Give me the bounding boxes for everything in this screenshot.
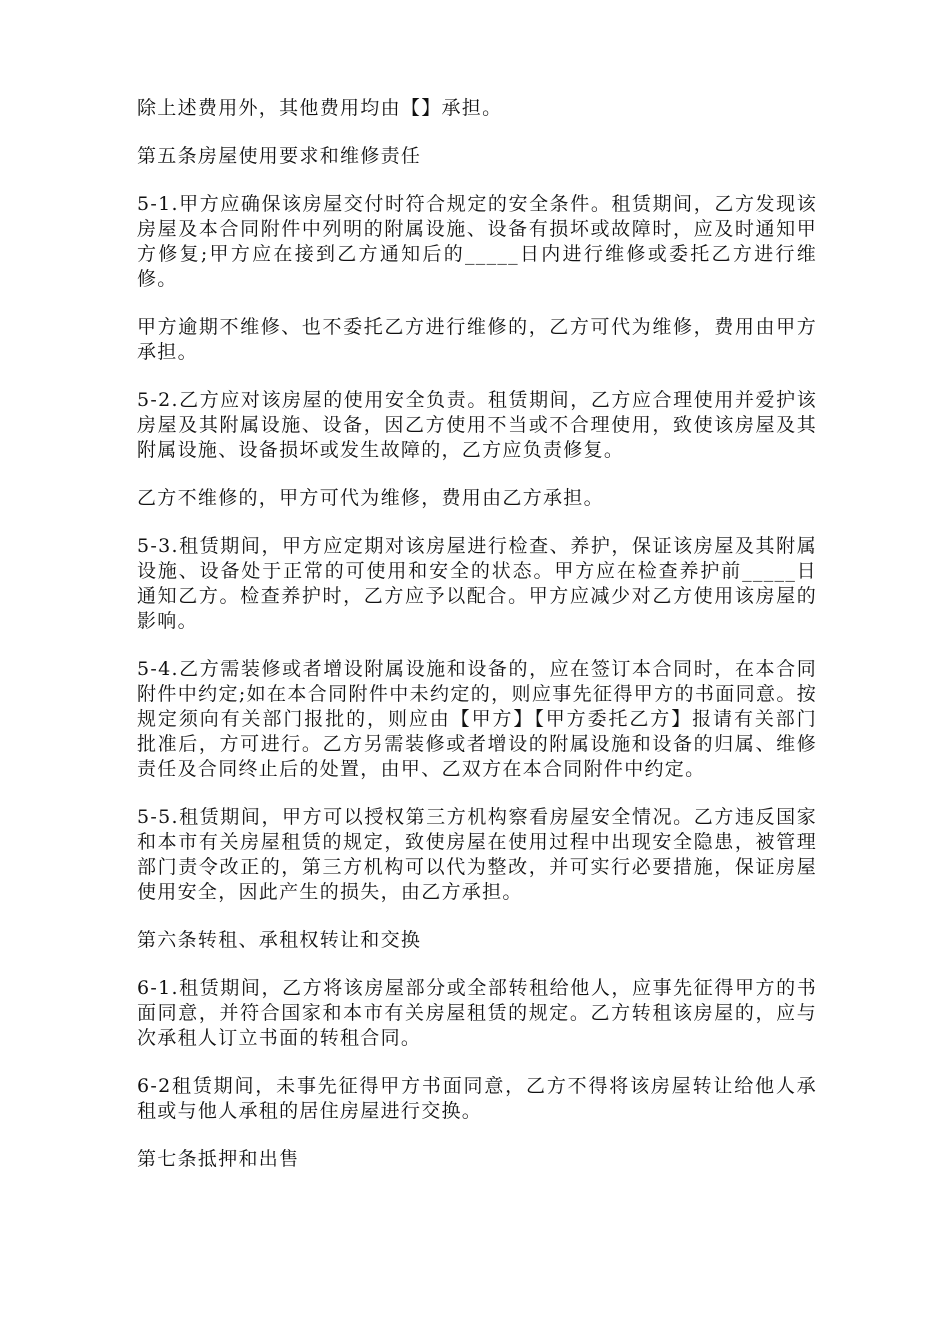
heading-article-5: 第五条房屋使用要求和维修责任	[137, 145, 422, 167]
paragraph-5-1: 5-1.甲方应确保该房屋交付时符合规定的安全条件。租赁期间，乙方发现该房屋及本合同附件中列明的附属设施、设备有损坏或故障时，应及时通知甲方修复;甲方应在接到乙方通知后的_____日内进行维修或委托乙方进行维修。	[137, 193, 817, 290]
paragraph-6-1: 6-1.租赁期间，乙方将该房屋部分或全部转租给他人，应事先征得甲方的书面同意，并符合国家和本市有关房屋租赁的规定。乙方转租该房屋的，应与次承租人订立书面的转租合同。	[137, 977, 817, 1049]
document-page	[137, 96, 817, 1195]
paragraph-5-2: 5-2.乙方应对该房屋的使用安全负责。租赁期间，乙方应合理使用并爱护该房屋及其附属设施、设备，因乙方使用不当或不合理使用，致使该房屋及其附属设施、设备损坏或发生故障的，乙方应负责修复。	[137, 389, 817, 461]
paragraph-6-2: 6-2租赁期间，未事先征得甲方书面同意，乙方不得将该房屋转让给他人承租或与他人承租的居住房屋进行交换。	[137, 1075, 817, 1122]
paragraph-fees: 除上述费用外，其他费用均由【】承担。	[137, 97, 503, 119]
heading-article-7: 第七条抵押和出售	[137, 1148, 300, 1170]
paragraph-5-3: 5-3.租赁期间，甲方应定期对该房屋进行检查、养护，保证该房屋及其附属设施、设备处于正常的可使用和安全的状态。甲方应在检查养护前_____日通知乙方。检查养护时，乙方应予以配合。甲方应减少对乙方使用该房屋的影响。	[137, 535, 817, 632]
paragraph-5-1-overdue: 甲方逾期不维修、也不委托乙方进行维修的，乙方可代为维修，费用由甲方承担。	[137, 316, 817, 363]
paragraph-5-2-no-repair: 乙方不维修的，甲方可代为维修，费用由乙方承担。	[137, 487, 604, 509]
paragraph-5-5: 5-5.租赁期间，甲方可以授权第三方机构察看房屋安全情况。乙方违反国家和本市有关房屋租赁的规定，致使房屋在使用过程中出现安全隐患，被管理部门责令改正的，第三方机构可以代为整改，并可实行必要措施，保证房屋使用安全，因此产生的损失，由乙方承担。	[137, 806, 817, 903]
heading-article-6: 第六条转租、承租权转让和交换	[137, 929, 422, 951]
paragraph-5-4: 5-4.乙方需装修或者增设附属设施和设备的，应在签订本合同时，在本合同附件中约定;如在本合同附件中未约定的，则应事先征得甲方的书面同意。按规定须向有关部门报批的，则应由【甲方】【甲方委托乙方】报请有关部门批准后，方可进行。乙方另需装修或者增设的附属设施和设备的归属、维修责任及合同终止后的处置，由甲、乙双方在本合同附件中约定。	[137, 658, 817, 780]
